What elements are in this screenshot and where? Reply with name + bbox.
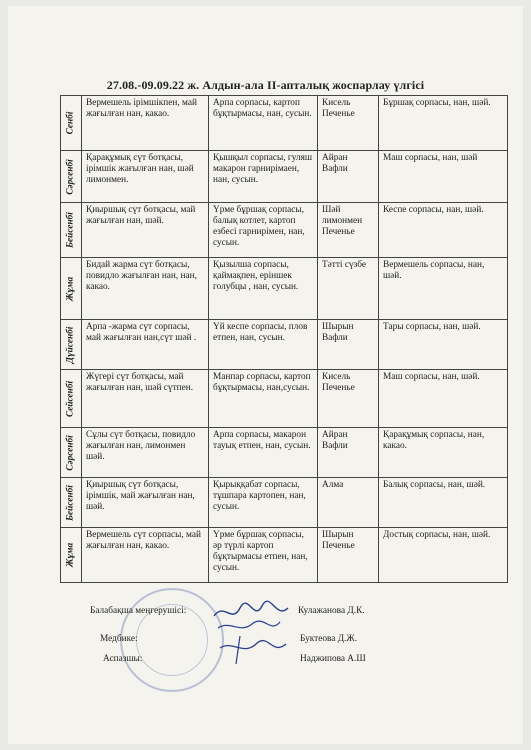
lunch-cell: Үй кеспе сорпасы, плов етпен, нан, сусын.	[209, 320, 318, 370]
lunch-cell: Арпа сорпасы, макарон тауық етпен, нан, сусын.	[209, 428, 318, 478]
signature-name: Кулажанова Д.К.	[298, 606, 365, 616]
breakfast-cell: Жүгері сүт ботқасы, май жағылған нан, шәй сүтпен.	[82, 370, 209, 428]
breakfast-cell: Қарақұмық сүт ботқасы, ірімшік жағылған нан, шәй лимонмен.	[82, 151, 209, 203]
dinner-cell: Балық сорпасы, нан, шәй.	[379, 478, 508, 528]
day-label: Жұма	[65, 276, 76, 301]
day-label: Сәрсенбі	[65, 434, 76, 471]
day-label: Дүйсенбі	[65, 326, 76, 363]
snack-cell: Алма	[318, 478, 379, 528]
signature-label: Медбике:	[100, 634, 138, 644]
breakfast-cell: Арпа -жарма сүт сорпасы, май жағылған нан,сүт шәй .	[82, 320, 209, 370]
breakfast-cell: Қиыршық сүт ботқасы, ірімшік, май жағылған нан, шәй.	[82, 478, 209, 528]
lunch-cell: Қышқыл сорпасы, гуляш макарон гарнирімаен, нан, сусын.	[209, 151, 318, 203]
breakfast-cell: Қиыршық сүт ботқасы, май жағылған нан, шәй.	[82, 203, 209, 258]
dinner-cell: Маш сорпасы, нан, шәй.	[379, 370, 508, 428]
snack-cell: Айран Вафли	[318, 151, 379, 203]
breakfast-cell: Вермешель ірімшікпен, май жағылған нан, какао.	[82, 96, 209, 151]
lunch-cell: Үрме бұршақ сорпасы, балық котлет, картоп езбесі гарнирімен, нан, сусын.	[209, 203, 318, 258]
breakfast-cell: Бидай жарма сүт ботқасы, повидло жағылған нан, нан, какао.	[82, 258, 209, 320]
snack-cell: Шәй лимонмен Печенье	[318, 203, 379, 258]
dinner-cell: Вермешель сорпасы, нан, шәй.	[379, 258, 508, 320]
lunch-cell: Манпар сорпасы, картоп бұқтырмасы, нан,сусын.	[209, 370, 318, 428]
snack-cell: Шырын Печенье	[318, 528, 379, 583]
signature-name: Буктеова Д.Ж.	[300, 634, 358, 644]
dinner-cell: Достық сорпасы, нан, шәй.	[379, 528, 508, 583]
dinner-cell: Қарақұмық сорпасы, нан, какао.	[379, 428, 508, 478]
breakfast-cell: Вермешель сүт сорпасы, май жағылған нан, какао.	[82, 528, 209, 583]
day-label: Жұма	[65, 542, 76, 568]
day-label: Сәрсенбі	[65, 158, 76, 195]
signature-label: Балабақша меңгерушісі:	[90, 606, 187, 616]
lunch-cell: Арпа сорпасы, картоп бұқтырмасы, нан, сусын.	[209, 96, 318, 151]
day-label: Бейсенбі	[65, 212, 76, 248]
signature-name: Наджипова А.Ш	[300, 654, 366, 664]
snack-cell: Шырын Вафли	[318, 320, 379, 370]
dinner-cell: Бұршақ сорпасы, нан, шәй.	[379, 96, 508, 151]
dinner-cell: Кеспе сорпасы, нан, шәй.	[379, 203, 508, 258]
lunch-cell: Қызылша сорпасы, қаймақпен, еріншек голубцы , нан, сусын.	[209, 258, 318, 320]
dinner-cell: Тары сорпасы, нан, шәй.	[379, 320, 508, 370]
lunch-cell: Қырыққабат сорпасы, тұшпара картопен, нан, сусын.	[209, 478, 318, 528]
signature-label: Аспазшы:	[103, 654, 143, 664]
dinner-cell: Маш сорпасы, нан, шәй	[379, 151, 508, 203]
page-title: 27.08.-09.09.22 ж. Алдын-ала II-апталық жоспарлау үлгісі	[106, 78, 425, 92]
snack-cell: Айран Вафли	[318, 428, 379, 478]
snack-cell: Тәтті сүзбе	[318, 258, 379, 320]
day-label: Сенбі	[65, 111, 76, 135]
snack-cell: Кисель Печенье	[318, 96, 379, 151]
breakfast-cell: Сұлы сүт ботқасы, повидло жағылған нан, лимонмен шәй.	[82, 428, 209, 478]
day-label: Сейсенбі	[65, 380, 76, 417]
day-label: Бейсенбі	[65, 484, 76, 521]
lunch-cell: Үрме бұршақ сорпасы, әр түрлі картоп бұқтырмасы етпен, нан, сусын.	[209, 528, 318, 583]
snack-cell: Кисель Печенье	[318, 370, 379, 428]
